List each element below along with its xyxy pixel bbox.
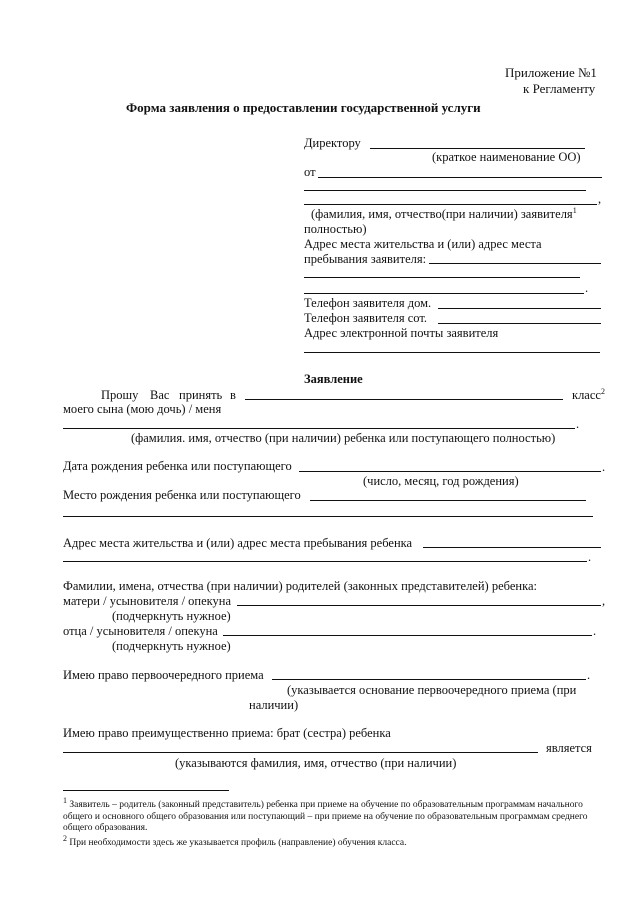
- child-address-period: .: [588, 550, 592, 564]
- address-line-3[interactable]: [304, 293, 584, 294]
- priority-period: .: [587, 668, 591, 682]
- footnote-ref-1: 1: [572, 205, 577, 215]
- from-label: от: [304, 165, 316, 179]
- phone-home-line[interactable]: [438, 308, 601, 309]
- name-hint-2: полностью): [304, 222, 367, 236]
- birth-place-line-2[interactable]: [63, 516, 593, 517]
- birth-date-label: Дата рождения ребенка или поступающего: [63, 459, 292, 473]
- from-line-1[interactable]: [318, 177, 602, 178]
- mother-comma: ,: [602, 594, 606, 608]
- sibling-hint: (указываются фамилия, имя, отчество (при наличии): [175, 756, 457, 770]
- regulation-label: к Регламенту: [523, 81, 596, 96]
- parents-label: Фамилии, имена, отчества (при наличии) родителей (законных представителей) ребенка:: [63, 579, 537, 593]
- phone-home-label: Телефон заявителя дом.: [304, 296, 432, 310]
- period-mark: .: [585, 281, 589, 295]
- org-hint: (краткое наименование ОО): [432, 150, 581, 164]
- footnote-1-mark: 1: [63, 795, 67, 805]
- footnote-ref-2: 2: [600, 386, 605, 396]
- father-line[interactable]: [223, 635, 592, 636]
- director-line[interactable]: [370, 148, 585, 149]
- child-address-line-2[interactable]: [63, 561, 587, 562]
- is-word: является: [546, 741, 592, 755]
- comma-mark: ,: [598, 192, 602, 206]
- form-title: Форма заявления о предоставлении государственной услуги: [126, 100, 481, 115]
- from-line-2[interactable]: [304, 190, 586, 191]
- statement-heading: Заявление: [304, 372, 363, 386]
- grade-label: класс$^2$: [572, 386, 605, 402]
- priority-hint-2: наличии): [249, 698, 299, 712]
- address-label-2: пребывания заявителя:: [304, 252, 427, 266]
- email-line[interactable]: [304, 352, 600, 353]
- father-label: отца / усыновителя / опекуна: [63, 624, 218, 638]
- footnote-2-mark: 2: [63, 833, 67, 843]
- birth-date-period: .: [602, 460, 606, 474]
- mother-label: матери / усыновителя / опекуна: [63, 594, 232, 608]
- phone-mobile-label: Телефон заявителя сот.: [304, 311, 428, 325]
- ask-word-4: в: [230, 388, 236, 402]
- mother-line[interactable]: [237, 605, 601, 606]
- ask-word-1: Прошу: [101, 388, 139, 402]
- footnote-separator: [63, 790, 229, 791]
- grade-line[interactable]: [245, 399, 563, 400]
- priority-line[interactable]: [272, 679, 586, 680]
- father-underline-hint: (подчеркнуть нужное): [112, 639, 231, 653]
- footnote-2: $^2$ При необходимости здесь же указывается профиль (направление) обучения класса.: [63, 833, 407, 848]
- priority-hint-1: (указывается основание первоочередного приема (при: [287, 683, 577, 697]
- director-label: Директору: [304, 136, 361, 150]
- priority-label: Имею право первоочередного приема: [63, 668, 264, 682]
- phone-mobile-line[interactable]: [438, 323, 601, 324]
- mother-underline-hint: (подчеркнуть нужное): [112, 609, 231, 623]
- sibling-line[interactable]: [63, 752, 538, 753]
- address-line-2[interactable]: [304, 277, 580, 278]
- child-name-line[interactable]: [63, 428, 575, 429]
- ask-word-3: принять: [179, 388, 223, 402]
- son-daughter-label: моего сына (мою дочь) / меня: [63, 402, 222, 416]
- child-name-period: .: [576, 417, 580, 431]
- appendix-label: Приложение №1: [505, 65, 597, 80]
- child-address-line[interactable]: [423, 547, 601, 548]
- address-line-1[interactable]: [429, 263, 601, 264]
- child-address-label: Адрес места жительства и (или) адрес места пребывания ребенка: [63, 536, 413, 550]
- preference-label: Имею право преимущественно приема: брат (сестра) ребенка: [63, 726, 391, 740]
- from-line-3[interactable]: [304, 204, 597, 205]
- birth-place-line[interactable]: [310, 500, 586, 501]
- ask-word-2: Вас: [150, 388, 170, 402]
- email-label: Адрес электронной почты заявителя: [304, 326, 499, 340]
- birth-place-label: Место рождения ребенка или поступающего: [63, 488, 301, 502]
- address-label-1: Адрес места жительства и (или) адрес места: [304, 237, 542, 251]
- father-period: .: [593, 624, 597, 638]
- child-name-hint: (фамилия. имя, отчество (при наличии) ребенка или поступающего полностью): [131, 431, 556, 445]
- birth-date-line[interactable]: [299, 471, 601, 472]
- footnote-1: $^1$ Заявитель – родитель (законный представитель) ребенка при приеме на обучение по образовательным программам начального общего и основного общего образования или поступающий – при приеме на обучение по образовательным программам среднего общего образования.: [63, 795, 588, 833]
- birth-date-hint: (число, месяц, год рождения): [363, 474, 519, 488]
- name-hint-1: (фамилия, имя, отчество(при наличии) заявителя$^1$: [311, 205, 577, 221]
